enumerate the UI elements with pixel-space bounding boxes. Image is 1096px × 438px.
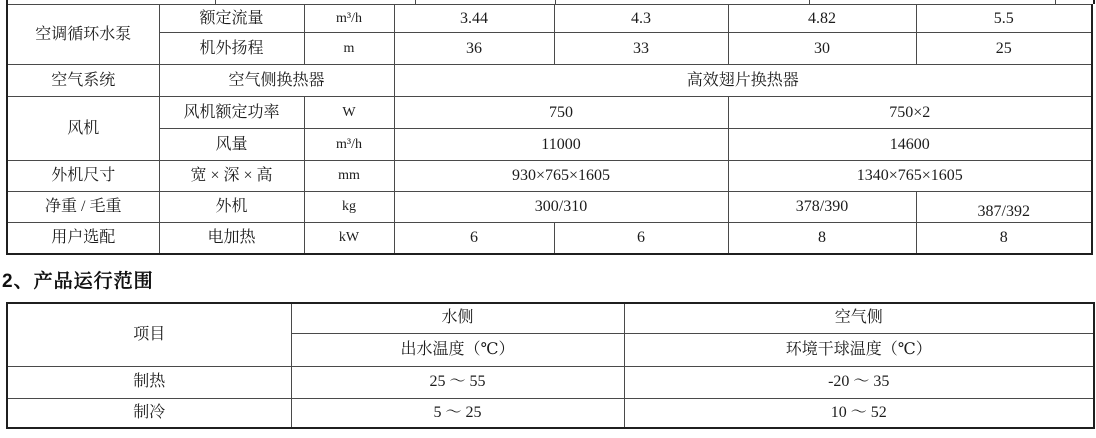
table-row — [7, 97, 1092, 129]
cell-unit: m³/h — [304, 5, 394, 33]
cell-item: 机外扬程 — [159, 33, 304, 65]
table-row — [7, 398, 1094, 428]
table-row — [7, 303, 1094, 333]
cell-category: 用户选配 — [7, 223, 159, 254]
cell-header-item: 项目 — [7, 303, 291, 366]
cell-value: 33 — [554, 33, 728, 65]
cell-unit: m³/h — [304, 129, 394, 161]
cell-value: -20 ～ 35 — [624, 366, 1094, 398]
cell-value: 4.3 — [554, 5, 728, 33]
cell-header-air: 空气侧 — [624, 303, 1094, 333]
cell-value: 10 ～ 52 — [624, 398, 1094, 428]
table-row — [7, 65, 1092, 97]
cell-item: 空气侧换热器 — [159, 65, 394, 97]
cell-value: 5.5 — [916, 5, 1092, 33]
cell-header-water: 水侧 — [291, 303, 624, 333]
cell-value: 750 — [394, 97, 728, 129]
cell-item: 宽 × 深 × 高 — [159, 161, 304, 192]
table-row — [7, 192, 1092, 223]
cell-item: 电加热 — [159, 223, 304, 254]
cell-value: 25 — [916, 33, 1092, 65]
cell-value: 高效翅片换热器 — [394, 65, 1092, 97]
cell-value: 6 — [394, 223, 554, 254]
cell-category: 风机 — [7, 97, 159, 161]
cell-item: 额定流量 — [159, 5, 304, 33]
cell-value — [916, 192, 1092, 223]
cell-value: 25 ～ 55 — [291, 366, 624, 398]
table-row — [7, 366, 1094, 398]
cell-category: 净重 / 毛重 — [7, 192, 159, 223]
cell-item: 外机 — [159, 192, 304, 223]
cell-unit: kg — [304, 192, 394, 223]
cell-unit: m — [304, 33, 394, 65]
cell-category: 外机尺寸 — [7, 161, 159, 192]
table-row — [7, 33, 1092, 65]
cell-item: 风量 — [159, 129, 304, 161]
cell-value: 4.82 — [728, 5, 916, 33]
cell-header-air-sub: 环境干球温度（℃） — [624, 333, 1094, 366]
cell-value: 11000 — [394, 129, 728, 161]
cell-unit: W — [304, 97, 394, 129]
cell-value: 36 — [394, 33, 554, 65]
cell-value: 3.44 — [394, 5, 554, 33]
cell-item: 风机额定功率 — [159, 97, 304, 129]
cell-value-text: 387/392 — [977, 203, 1030, 221]
cell-value: 30 — [728, 33, 916, 65]
cell-value: 930×765×1605 — [394, 161, 728, 192]
cell-value: 14600 — [728, 129, 1092, 161]
cell-header-water-sub: 出水温度（℃） — [291, 333, 624, 366]
table-row — [7, 5, 1092, 33]
cell-value: 5 ～ 25 — [291, 398, 624, 428]
cell-value: 1340×765×1605 — [728, 161, 1092, 192]
cell-category: 空调循环水泵 — [7, 5, 159, 65]
table-row — [7, 223, 1092, 254]
cell-row-label: 制热 — [7, 366, 291, 398]
cell-value: 750×2 — [728, 97, 1092, 129]
section-heading: 2、产品运行范围 — [2, 271, 154, 292]
table-row — [7, 161, 1092, 192]
cell-value: 8 — [728, 223, 916, 254]
cell-value: 6 — [554, 223, 728, 254]
range-table — [6, 302, 1095, 429]
spec-table — [6, 4, 1093, 255]
cell-unit: mm — [304, 161, 394, 192]
cell-value: 300/310 — [394, 192, 728, 223]
cell-unit: kW — [304, 223, 394, 254]
table-row — [7, 129, 1092, 161]
cell-value: 8 — [916, 223, 1092, 254]
cell-category: 空气系统 — [7, 65, 159, 97]
cell-row-label: 制冷 — [7, 398, 291, 428]
cell-value: 378/390 — [728, 192, 916, 223]
